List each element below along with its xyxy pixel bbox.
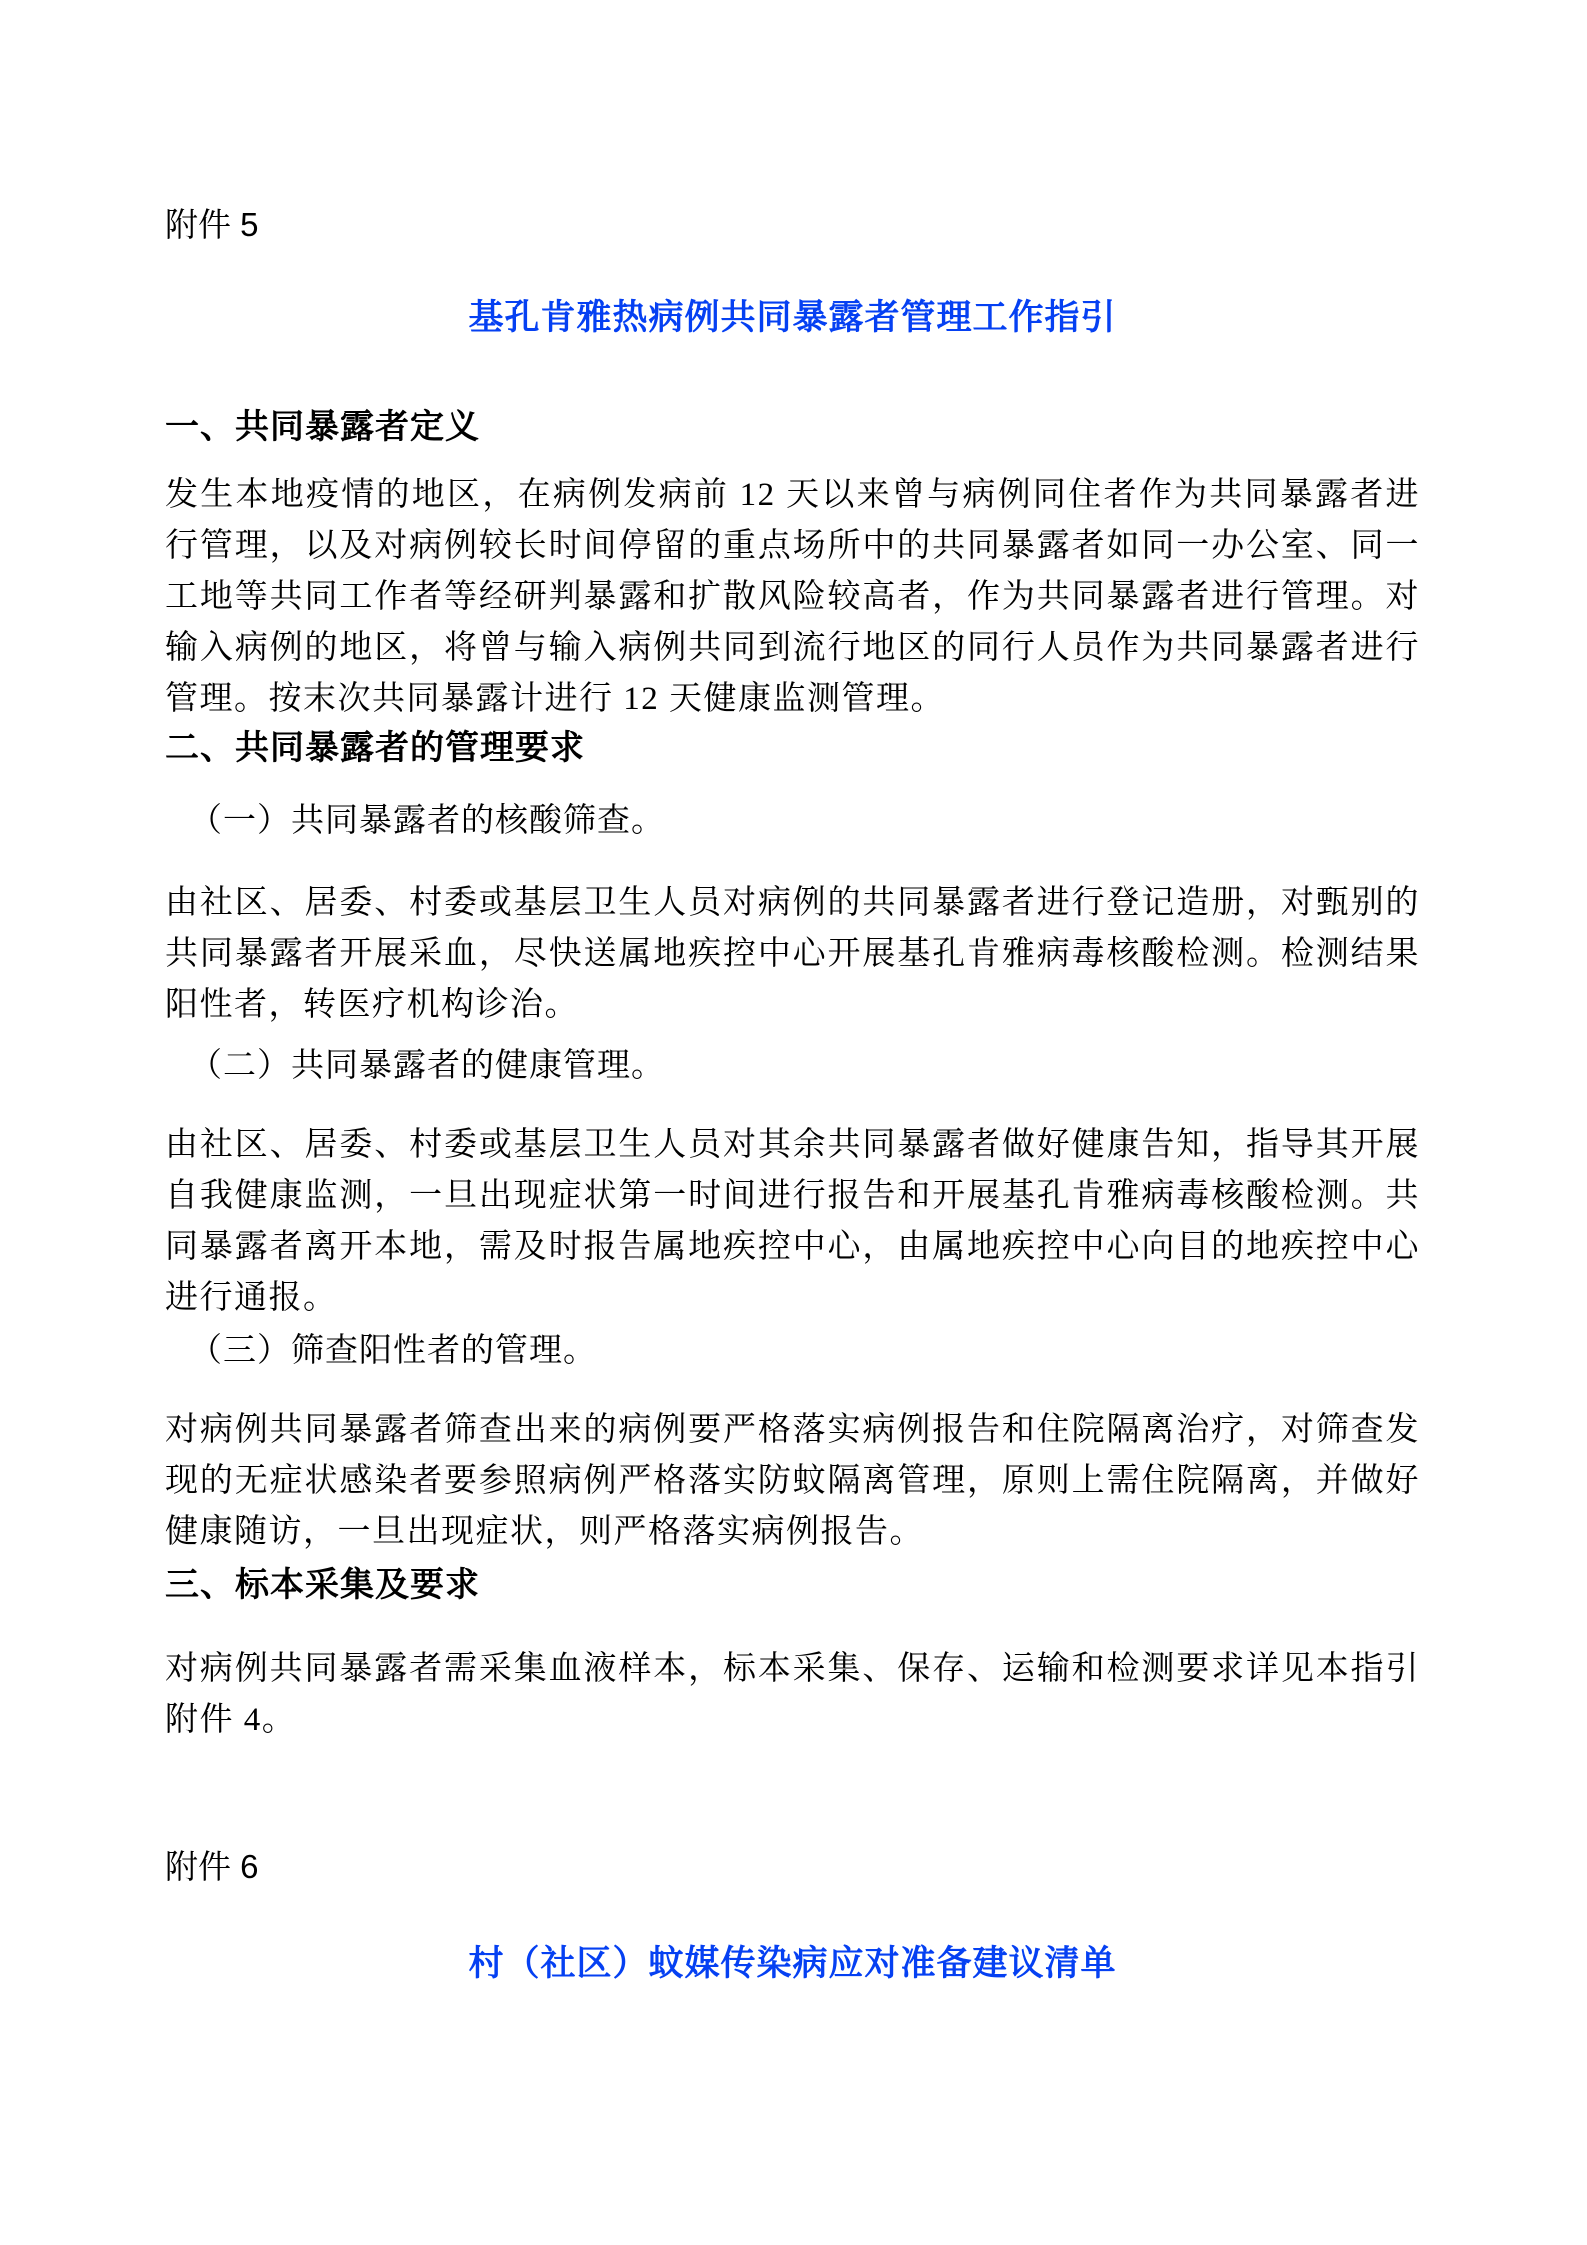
section-1-paragraph: 发生本地疫情的地区，在病例发病前 12 天以来曾与病例同住者作为共同暴露者进行管理，以及对病例较长时间停留的重点场所中的共同暴露者如同一办公室、同一工地等共同工作者等经研判暴露和扩散风险较高者，作为共同暴露者进行管理。对输入病例的地区，将曾与输入病例共同到流行地区的同行人员作为共同暴露者进行管理。按末次共同暴露计进行 12 天健康监测管理。 (165, 477, 1420, 717)
subsection-2-paragraph: 由社区、居委、村委或基层卫生人员对其余共同暴露者做好健康告知，指导其开展自我健康监测，一旦出现症状第一时间进行报告和开展基孔肯雅病毒核酸检测。共同暴露者离开本地，需及时报告属地疾控中心，由属地疾控中心向目的地疾控中心进行通报。 (165, 1127, 1420, 1316)
document-title-mosquito-checklist: 村（社区）蚊媒传染病应对准备建议清单 (468, 1944, 1117, 1983)
section-3-paragraph: 对病例共同暴露者需采集血液样本，标本采集、保存、运输和检测要求详见本指引附件 4。 (165, 1651, 1420, 1738)
subsection-2-heading: （二）共同暴露者的健康管理。 (189, 1048, 665, 1084)
attachment-6-label: 附件 6 (165, 1848, 259, 1885)
subsection-3-paragraph: 对病例共同暴露者筛查出来的病例要严格落实病例报告和住院隔离治疗，对筛查发现的无症状感染者要参照病例严格落实防蚊隔离管理，原则上需住院隔离，并做好健康随访，一旦出现症状，则严格落实病例报告。 (165, 1412, 1420, 1550)
section-2-heading: 二、共同暴露者的管理要求 (165, 729, 585, 767)
attachment-5-label: 附件 5 (165, 206, 259, 243)
subsection-1-paragraph: 由社区、居委、村委或基层卫生人员对病例的共同暴露者进行登记造册，对甄别的共同暴露者开展采血，尽快送属地疾控中心开展基孔肯雅病毒核酸检测。检测结果阳性者，转医疗机构诊治。 (165, 885, 1420, 1023)
subsection-1-heading: （一）共同暴露者的核酸筛查。 (189, 803, 665, 839)
section-3-heading: 三、标本采集及要求 (165, 1566, 480, 1604)
subsection-3-heading: （三）筛查阳性者的管理。 (189, 1333, 597, 1369)
section-1-heading: 一、共同暴露者定义 (165, 408, 480, 446)
document-title-chikungunya-guideline: 基孔肯雅热病例共同暴露者管理工作指引 (468, 298, 1117, 337)
